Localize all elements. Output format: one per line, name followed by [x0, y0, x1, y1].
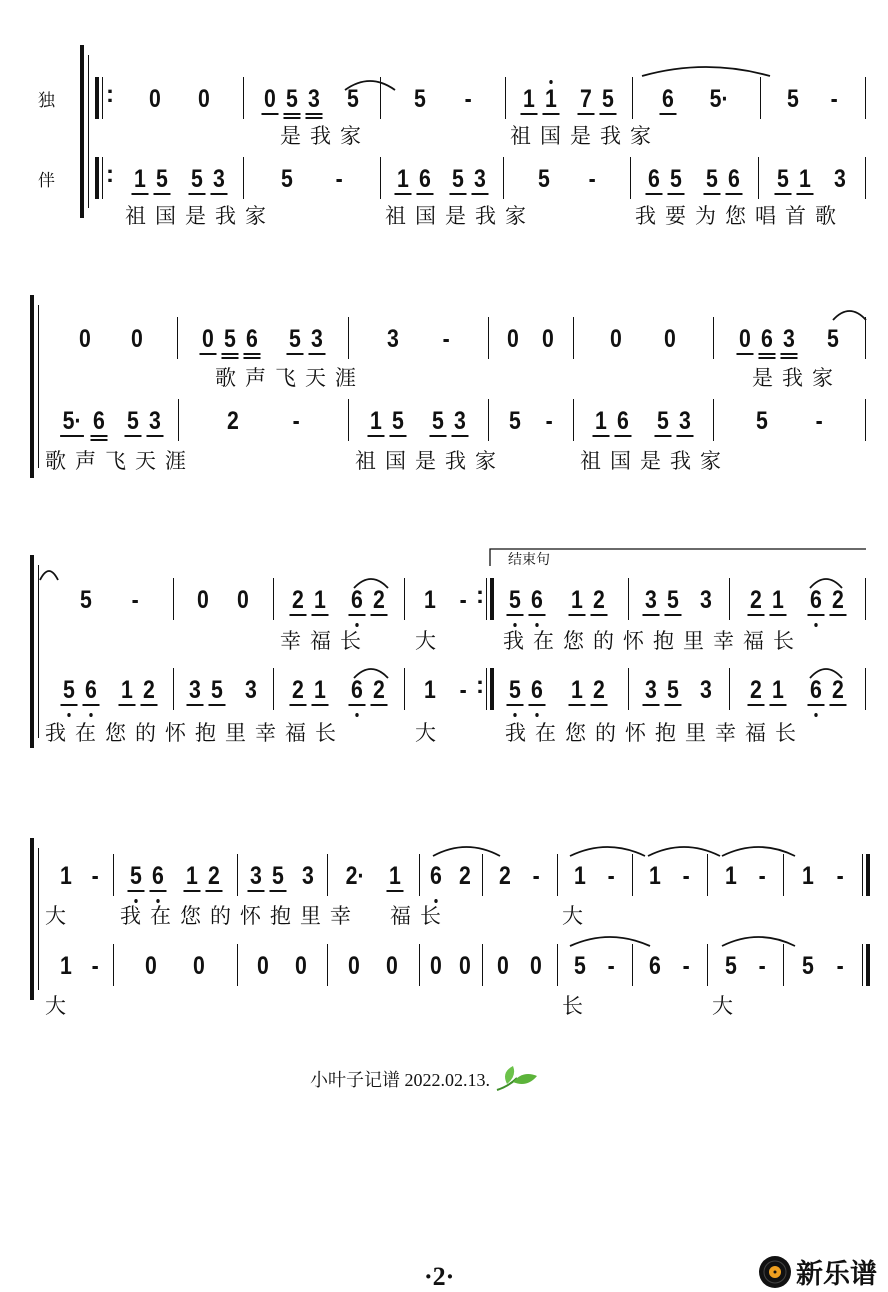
note-digit: 1	[134, 165, 146, 193]
note-digit: 1	[798, 165, 811, 193]
note-digit: 3	[302, 862, 314, 890]
lyric-text: 我在您的怀抱里幸福长	[45, 721, 345, 745]
note-digit: 6	[430, 862, 443, 890]
note-digit: 0	[610, 325, 622, 353]
note-digit: 0	[497, 952, 510, 980]
note-digit: 6	[810, 676, 822, 704]
note-digit: -	[683, 952, 691, 980]
note-digit: 1	[772, 676, 784, 704]
lyric-text: 是我家	[280, 124, 370, 148]
note-digit: -	[292, 407, 300, 435]
note-digit: 5	[574, 952, 587, 980]
note-digit: 3	[310, 325, 323, 353]
note-digit: 2·	[345, 862, 365, 890]
lyric-text: 我要为您唱首歌	[635, 204, 845, 228]
lyric-text: 幸福长	[280, 629, 370, 653]
slur	[354, 579, 388, 588]
note-digit: 0	[237, 586, 250, 614]
note-digit: 1	[571, 586, 583, 614]
note-digit: 5	[280, 165, 293, 193]
note-digit: 2	[458, 862, 471, 890]
note-digit: -	[442, 325, 450, 353]
note-digit: 6	[649, 952, 662, 980]
note-digit: 5	[509, 676, 521, 704]
note-digit: 6	[350, 676, 363, 704]
note-digit: 5·	[63, 407, 82, 435]
note-digit: 5	[508, 407, 521, 435]
note-digit: -	[836, 862, 844, 890]
lyric-text: 是我家	[752, 366, 842, 390]
note-digit: 1	[396, 165, 409, 193]
solo-part-label: 独	[38, 91, 55, 111]
note-digit: 1	[545, 85, 557, 113]
note-digit: 0	[193, 952, 206, 980]
note-digit: 3	[783, 325, 796, 353]
note-digit: 0	[198, 85, 211, 113]
note-digit: 5	[602, 85, 614, 113]
note-digit: 5	[656, 407, 669, 435]
note-digit: 5	[130, 862, 142, 890]
slur	[40, 571, 58, 580]
note-digit: 5	[413, 85, 426, 113]
note-digit: 5	[392, 407, 405, 435]
note-digit: 1	[649, 862, 662, 890]
note-digit: -	[545, 407, 553, 435]
lyric-text: 祖国是我家	[125, 204, 275, 228]
lyric-text: 大	[415, 721, 445, 745]
note-digit: -	[91, 952, 99, 980]
note-digit: 5·	[710, 85, 730, 113]
note-digit: 6	[85, 676, 98, 704]
note-digit: 1	[388, 862, 401, 890]
lyric-text: 大	[45, 904, 75, 928]
note-digit: 3	[250, 862, 262, 890]
lyric-text: 大	[415, 629, 445, 653]
note-digit: 1	[523, 85, 535, 113]
note-digit: 6	[617, 407, 630, 435]
note-digit: 6	[350, 586, 363, 614]
note-digit: -	[464, 85, 472, 113]
note-digit: 1	[423, 586, 436, 614]
note-digit: 1	[724, 862, 737, 890]
note-digit: 0	[130, 325, 143, 353]
note-digit: 5	[509, 586, 521, 614]
note-digit: 3	[834, 165, 847, 193]
note-digit: 1	[314, 586, 327, 614]
note-digit: 1	[423, 676, 436, 704]
note-digit: 5	[286, 85, 299, 113]
credit-line	[310, 1064, 539, 1092]
note-digit: 1	[314, 676, 327, 704]
note-digit: 0	[144, 952, 157, 980]
note-digit: 5	[801, 952, 814, 980]
lyric-text: 我在您的怀抱里幸	[120, 904, 360, 928]
note-digit: 6	[531, 586, 543, 614]
note-digit: 1	[186, 862, 198, 890]
note-digit: 2	[142, 676, 155, 704]
note-digit: 5	[724, 952, 737, 980]
note-digit: -	[831, 85, 839, 113]
note-digit: 0	[202, 325, 215, 353]
note-digit: 5	[79, 586, 92, 614]
vinyl-record-icon	[758, 1255, 792, 1289]
lyric-text: 祖国是我家	[510, 124, 660, 148]
note-digit: 3	[700, 676, 713, 704]
note-digit: 1	[595, 407, 608, 435]
slur	[810, 579, 842, 588]
lyric-text: 大	[712, 994, 742, 1018]
slur	[345, 81, 395, 90]
note-digit: 0	[542, 325, 555, 353]
accompaniment-part-label: 伴	[38, 171, 55, 191]
note-digit: 2	[593, 586, 605, 614]
note-digit: 0	[79, 325, 92, 353]
note-digit: 6	[152, 862, 164, 890]
note-digit: 1	[59, 862, 72, 890]
repeat-colon: :	[476, 672, 484, 699]
note-digit: 3	[308, 85, 321, 113]
note-digit: 3	[644, 676, 657, 704]
note-digit: 0	[148, 85, 161, 113]
note-digit: 2	[750, 676, 762, 704]
note-digit: 0	[664, 325, 676, 353]
note-digit: 2	[499, 862, 512, 890]
note-digit: 5	[666, 586, 679, 614]
note-digit: 6	[810, 586, 822, 614]
lyric-text: 祖国是我家	[580, 449, 730, 473]
note-digit: 0	[529, 952, 542, 980]
note-digit: 1	[571, 676, 583, 704]
slur	[722, 847, 795, 856]
note-digit: 6	[246, 325, 259, 353]
note-digit: 1	[574, 862, 587, 890]
note-digit: 5	[346, 85, 359, 113]
slur	[642, 67, 770, 76]
note-digit: 5	[666, 676, 679, 704]
note-digit: 2	[292, 676, 305, 704]
note-digit: -	[131, 586, 139, 614]
note-digit: 5	[272, 862, 284, 890]
note-digit: -	[758, 952, 766, 980]
note-digit: 0	[264, 85, 277, 113]
note-digit: 5	[63, 676, 76, 704]
note-digit: 2	[208, 862, 220, 890]
lyric-text: 祖国是我家	[355, 449, 505, 473]
note-digit: 3	[386, 325, 399, 353]
lyric-text: 长	[562, 994, 592, 1018]
site-logo	[758, 1252, 877, 1291]
note-digit: 5	[156, 165, 168, 193]
note-digit: 5	[224, 325, 237, 353]
note-digit: 5	[776, 165, 789, 193]
slur	[570, 847, 645, 856]
note-digit: -	[459, 586, 467, 614]
repeat-colon: :	[106, 161, 114, 188]
note-digit: -	[608, 952, 616, 980]
lyric-text: 歌声飞天涯	[215, 366, 365, 390]
note-digit: 5	[126, 407, 139, 435]
slur	[833, 311, 866, 320]
note-digit: 3	[474, 165, 487, 193]
note-digit: 2	[372, 586, 385, 614]
note-digit: 0	[196, 586, 209, 614]
lyric-text: 歌声飞天涯	[45, 449, 195, 473]
note-digit: 5	[787, 85, 800, 113]
note-digit: 2	[750, 586, 762, 614]
note-digit: 5	[211, 676, 224, 704]
note-digit: 1	[59, 952, 72, 980]
note-digit: -	[836, 952, 844, 980]
note-digit: 5	[537, 165, 550, 193]
note-digit: -	[91, 862, 99, 890]
repeat-colon: :	[476, 582, 484, 609]
note-digit: 5	[755, 407, 768, 435]
note-digit: 5	[705, 165, 718, 193]
slur	[648, 847, 720, 856]
note-digit: 6	[531, 676, 543, 704]
note-digit: 5	[826, 325, 839, 353]
lyric-text: 大	[45, 994, 75, 1018]
note-digit: 1	[370, 407, 383, 435]
note-digit: 0	[294, 952, 307, 980]
note-digit: 6	[727, 165, 740, 193]
note-digit: 7	[580, 85, 592, 113]
leaf-icon	[495, 1064, 539, 1092]
note-digit: 2	[372, 676, 385, 704]
lyric-text: 祖国是我家	[385, 204, 535, 228]
note-digit: 3	[700, 586, 713, 614]
volta-label: 结束句	[508, 552, 550, 568]
note-digit: 6	[92, 407, 105, 435]
note-digit: -	[815, 407, 823, 435]
note-digit: 0	[348, 952, 360, 980]
slur	[810, 669, 842, 678]
note-digit: -	[683, 862, 691, 890]
note-digit: -	[758, 862, 766, 890]
note-digit: 3	[148, 407, 161, 435]
note-digit: 0	[506, 325, 519, 353]
note-digit: -	[459, 676, 467, 704]
note-digit: 3	[644, 586, 657, 614]
note-digit: 3	[244, 676, 257, 704]
note-digit: 0	[739, 325, 752, 353]
lyric-text: 福长	[390, 904, 450, 928]
note-digit: 3	[678, 407, 691, 435]
credit-text: 小叶子记谱 2022.02.13.	[310, 1070, 490, 1090]
note-digit: -	[533, 862, 541, 890]
note-digit: 2	[832, 586, 844, 614]
note-digit: 2	[832, 676, 844, 704]
lyric-text: 我在您的怀抱里幸福长	[503, 629, 803, 653]
note-digit: 0	[430, 952, 443, 980]
note-digit: 5	[431, 407, 444, 435]
repeat-colon: :	[106, 81, 114, 108]
note-digit: 6	[418, 165, 431, 193]
note-digit: 6	[662, 85, 675, 113]
note-digit: 5	[288, 325, 301, 353]
note-digit: 5	[452, 165, 465, 193]
note-digit: 0	[458, 952, 471, 980]
note-digit: 0	[257, 952, 270, 980]
note-digit: 1	[772, 586, 784, 614]
slur	[433, 847, 500, 856]
lyric-text: 大	[562, 904, 592, 928]
slur	[354, 669, 388, 678]
note-digit: 3	[453, 407, 466, 435]
note-digit: 2	[292, 586, 305, 614]
note-digit: 3	[189, 676, 202, 704]
note-digit: -	[608, 862, 616, 890]
slur	[570, 937, 650, 946]
note-digit: 0	[386, 952, 398, 980]
note-digit: 2	[226, 407, 239, 435]
note-digit: 6	[648, 165, 661, 193]
logo-text: 新乐谱	[796, 1259, 877, 1290]
note-digit: 5	[670, 165, 683, 193]
note-digit: 2	[593, 676, 605, 704]
page-number: ·2·	[424, 1262, 455, 1291]
note-digit: -	[588, 165, 596, 193]
note-digit: -	[335, 165, 343, 193]
note-digit: 5	[191, 165, 203, 193]
note-digit: 6	[761, 325, 774, 353]
note-digit: 1	[120, 676, 133, 704]
note-digit: 1	[801, 862, 814, 890]
lyric-text: 我在您的怀抱里幸福长	[505, 721, 805, 745]
slur	[722, 937, 795, 946]
note-digit: 3	[213, 165, 225, 193]
